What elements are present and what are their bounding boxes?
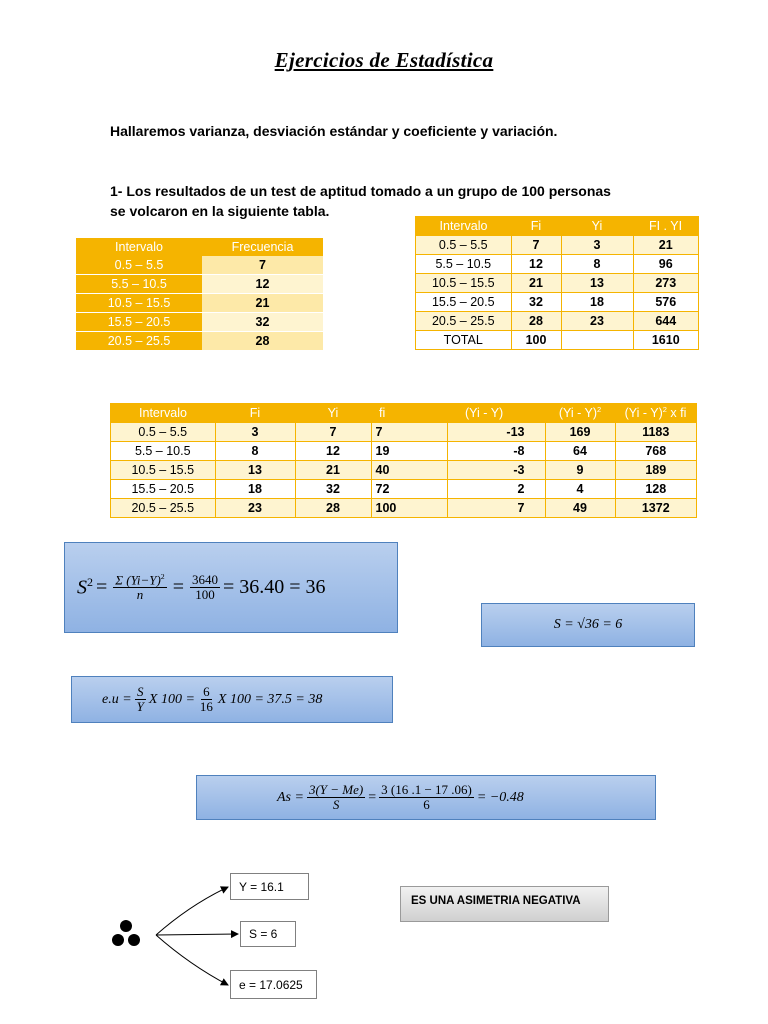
frequency-cell: 28	[202, 332, 323, 351]
fi-lower-cell: 19	[371, 442, 447, 461]
exponent: 2	[597, 405, 602, 415]
denominator: 100	[195, 587, 215, 602]
table-row	[416, 274, 699, 293]
eu-result: X 100 = 37.5 = 38	[217, 691, 323, 707]
eu-label: e.u =	[102, 691, 132, 707]
numerator: 3(Y − Me)	[308, 782, 364, 798]
interval-cell: 20.5 – 25.5	[416, 312, 512, 331]
fi-cell: 28	[511, 312, 561, 331]
interval-cell: 20.5 – 25.5	[111, 499, 216, 518]
table-row	[416, 236, 699, 255]
frequency-cell: 21	[202, 294, 323, 313]
frequency-cell: 12	[202, 275, 323, 294]
header-yi: Yi	[295, 404, 371, 423]
numerator: Σ (Yi−Y)	[115, 572, 161, 588]
table-row	[111, 480, 697, 499]
header-intervalo: Intervalo	[416, 217, 512, 236]
table-row	[416, 255, 699, 274]
header-fi: Fi	[215, 404, 295, 423]
squared-deviation-cell: 9	[545, 461, 615, 480]
table-row	[76, 294, 323, 313]
interval-cell: 5.5 – 10.5	[76, 275, 202, 294]
interval-cell: 15.5 – 20.5	[76, 313, 202, 332]
denominator: n	[136, 587, 144, 603]
fi-lower-cell: 72	[371, 480, 447, 499]
yi-cell: 13	[561, 274, 633, 293]
squared-deviation-cell: 169	[545, 423, 615, 442]
yi-cell: 18	[561, 293, 633, 312]
arrow-to-e	[156, 935, 228, 985]
fi-yi-cell: 576	[633, 293, 699, 312]
std-dev-formula: S = √36 = 6	[553, 617, 623, 632]
header-intervalo: Intervalo	[111, 404, 216, 423]
denominator: 16	[199, 699, 213, 714]
weighted-squared-cell: 1183	[615, 423, 697, 442]
header-squared-times-fi	[615, 404, 697, 423]
header-fi: Fi	[511, 217, 561, 236]
variance-table	[110, 403, 697, 518]
fi-cell: 3	[215, 423, 295, 442]
table-row	[76, 313, 323, 332]
therefore-dot	[112, 934, 124, 946]
fi-cell: 23	[215, 499, 295, 518]
table-row	[76, 256, 323, 275]
as-result: = −0.48	[476, 789, 524, 805]
fi-cell: 21	[511, 274, 561, 293]
interval-cell: 10.5 – 15.5	[111, 461, 216, 480]
frequency-cell: 7	[202, 256, 323, 275]
interval-cell: 20.5 – 25.5	[76, 332, 202, 351]
exponent: 2	[662, 405, 667, 415]
fi-cell: 18	[215, 480, 295, 499]
weighted-squared-cell: 189	[615, 461, 697, 480]
interval-cell: 10.5 – 15.5	[76, 294, 202, 313]
table-row	[111, 499, 697, 518]
fraction	[113, 573, 166, 602]
header-text: (Yi - Y)	[558, 406, 598, 421]
fi-cell: 13	[215, 461, 295, 480]
std-dev-formula-box	[481, 603, 695, 647]
squared-deviation-cell: 64	[545, 442, 615, 461]
header-intervalo: Intervalo	[76, 238, 202, 256]
fi-yi-cell: 273	[633, 274, 699, 293]
yi-cell: 23	[561, 312, 633, 331]
yi-cell: 32	[295, 480, 371, 499]
arrow-diagram	[100, 870, 240, 1000]
arrow-to-s	[156, 934, 238, 935]
total-fi-yi-cell: 1610	[633, 331, 699, 350]
table-row	[416, 293, 699, 312]
fraction	[307, 783, 365, 811]
interval-cell: 15.5 – 20.5	[111, 480, 216, 499]
therefore-dot	[128, 934, 140, 946]
fi-lower-cell: 100	[371, 499, 447, 518]
interval-cell: 0.5 – 5.5	[416, 236, 512, 255]
page-title: Ejercicios de Estadística	[274, 48, 494, 72]
variance-result: = 36.40 = 36	[222, 576, 326, 598]
total-interval-cell: TOTAL	[416, 331, 512, 350]
fraction	[135, 685, 146, 713]
weighted-squared-cell: 128	[615, 480, 697, 499]
header-yi-minus-y-squared	[545, 404, 615, 423]
interval-cell: 5.5 – 10.5	[416, 255, 512, 274]
intro-text: Hallaremos varianza, desviación estándar y coeficiente y variación.	[110, 123, 558, 139]
numerator: 6	[203, 684, 210, 700]
conclusion-box: ES UNA ASIMETRIA NEGATIVA	[400, 886, 609, 922]
fi-cell: 12	[511, 255, 561, 274]
fraction	[379, 783, 474, 811]
weighted-squared-cell: 1372	[615, 499, 697, 518]
fi-cell: 8	[215, 442, 295, 461]
denominator: S	[332, 797, 340, 812]
deviation-cell: -3	[447, 461, 545, 480]
interval-cell: 0.5 – 5.5	[76, 256, 202, 275]
interval-cell: 0.5 – 5.5	[111, 423, 216, 442]
squared-deviation-cell: 49	[545, 499, 615, 518]
std-dev-box: S = 6	[240, 921, 296, 947]
deviation-cell: -13	[447, 423, 545, 442]
yi-cell: 7	[295, 423, 371, 442]
total-fi-cell: 100	[511, 331, 561, 350]
interval-cell: 15.5 – 20.5	[416, 293, 512, 312]
header-text: x fi	[666, 406, 687, 421]
deviation-cell: 2	[447, 480, 545, 499]
total-row	[416, 331, 699, 350]
header-text: (Yi - Y)	[624, 406, 663, 421]
fi-cell: 7	[511, 236, 561, 255]
interval-cell: 5.5 – 10.5	[111, 442, 216, 461]
fi-yi-table	[415, 216, 699, 350]
table-row	[76, 275, 323, 294]
fi-cell: 32	[511, 293, 561, 312]
header-frecuencia: Frecuencia	[202, 238, 323, 256]
fraction	[198, 685, 215, 713]
numerator: 3 (16 .1 − 17 .06)	[381, 782, 472, 798]
table-row	[416, 312, 699, 331]
variance-symbol	[77, 575, 93, 600]
variance-formula-box: $S^2$ = $\frac{\Sigma (Yi-Y)^2}{n}$ = $\frac{3640}{100}$ = 36.40 = 36	[64, 542, 398, 633]
eu-mid: X 100 =	[148, 691, 195, 707]
yi-cell: 12	[295, 442, 371, 461]
header-yi: Yi	[561, 217, 633, 236]
squared-deviation-cell: 4	[545, 480, 615, 499]
table-row	[111, 423, 697, 442]
question-text: 1- Los resultados de un test de aptitud tomado a un grupo de 100 personas se volcaron en la siguiente tabla.	[110, 183, 611, 219]
yi-cell: 3	[561, 236, 633, 255]
exponent: 2	[87, 575, 93, 590]
fi-yi-cell: 21	[633, 236, 699, 255]
header-fi-lower: fi	[371, 404, 447, 423]
total-yi-cell	[561, 331, 633, 350]
mean-box: Y = 16.1	[230, 873, 309, 900]
weighted-squared-cell: 768	[615, 442, 697, 461]
interval-cell: 10.5 – 15.5	[416, 274, 512, 293]
coefficient-formula-box	[71, 676, 393, 723]
header-yi-minus-y: (Yi - Y)	[447, 404, 545, 423]
yi-cell: 28	[295, 499, 371, 518]
frequency-cell: 32	[202, 313, 323, 332]
s-letter: S	[77, 576, 87, 599]
table-row	[111, 461, 697, 480]
table-row	[76, 332, 323, 351]
fi-lower-cell: 7	[371, 423, 447, 442]
fi-yi-cell: 96	[633, 255, 699, 274]
header-fi-yi: FI . YI	[633, 217, 699, 236]
numerator: S	[137, 684, 144, 700]
deviation-cell: 7	[447, 499, 545, 518]
fi-lower-cell: 40	[371, 461, 447, 480]
arrow-to-y	[156, 887, 228, 935]
median-box: e = 17.0625	[230, 970, 317, 999]
numerator: 3640	[191, 572, 218, 588]
yi-cell: 8	[561, 255, 633, 274]
frequency-table	[76, 238, 323, 351]
asymmetry-formula-box: As = $\frac{3(Y - Me)}{S}$ = $\frac{3 (16 .1 - 17 .06)}{6}$ = −0.48	[196, 775, 656, 820]
denominator: 6	[423, 797, 430, 812]
table-row	[111, 442, 697, 461]
as-label: As =	[277, 789, 304, 805]
fi-yi-cell: 644	[633, 312, 699, 331]
fraction	[190, 573, 220, 601]
therefore-dot	[120, 920, 132, 932]
deviation-cell: -8	[447, 442, 545, 461]
denominator: Y	[136, 699, 144, 714]
yi-cell: 21	[295, 461, 371, 480]
exponent: 2	[160, 572, 165, 582]
